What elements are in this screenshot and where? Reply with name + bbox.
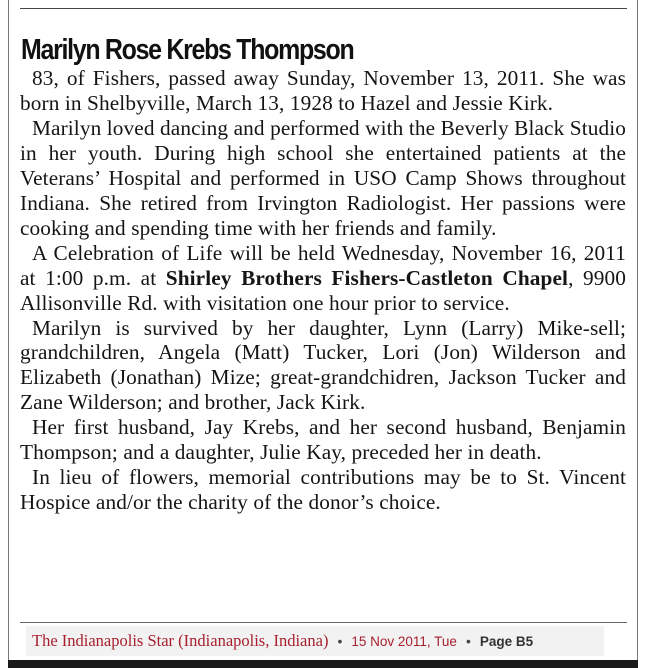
separator-dot: • bbox=[465, 633, 471, 649]
paragraph-2: Marilyn loved dancing and performed with the Beverly Black Studio in her youth. During high school she entertained patients at the Veterans’ Hospital and performed in USO Camp Shows throughout Indiana. She retired from Irvington Radiologist. Her passions were cooking and spending time with her friends and family. bbox=[20, 115, 626, 240]
obituary-body bbox=[20, 66, 626, 515]
newspaper-source-link[interactable]: The Indianapolis Star (Indianapolis, Indiana) bbox=[32, 631, 329, 650]
bottom-bar bbox=[8, 660, 638, 668]
service-details: A Celebration of Life will be held Wednesday, November 16, 2011 at 1:00 p.m. at bbox=[20, 240, 626, 290]
paragraph-1: 83, of Fishers, passed away Sunday, November 13, 2011. She was born in Shelbyville, March 13, 1928 to Hazel and Jessie Kirk. bbox=[20, 66, 626, 115]
separator-dot: • bbox=[337, 633, 343, 649]
newspaper-clipping bbox=[8, 0, 638, 660]
page-number[interactable]: Page B5 bbox=[479, 633, 534, 649]
paragraph-4: Marilyn is survived by her daughter, Lynn (Larry) Mike-sell; grandchildren, Angela (Matt) Tucker, Lori (Jon) Wilderson and Elizabeth (Jonathan) Mize; great-grandchidren, Jackson Tucker and Zane Wilderson; and brother, Jack Kirk. bbox=[20, 315, 626, 415]
top-rule bbox=[20, 8, 627, 9]
paragraph-5: Her first husband, Jay Krebs, and her second husband, Benjamin Thompson; and a daughter, Julie Kay, preceded her in death. bbox=[20, 415, 626, 465]
service-address: , 9900 Allisonville Rd. with visitation one hour prior to service. bbox=[20, 265, 627, 315]
venue-name: Shirley Brothers Fishers-Castleton Chapel bbox=[165, 265, 569, 290]
footer-rule bbox=[20, 622, 627, 623]
obituary-headline: Marilyn Rose Krebs Thompson bbox=[21, 34, 354, 66]
publication-date[interactable]: 15 Nov 2011, Tue bbox=[351, 633, 457, 649]
paragraph-3 bbox=[20, 241, 626, 316]
paragraph-6: In lieu of flowers, memorial contributions may be to St. Vincent Hospice and/or the charity of the donor’s choice. bbox=[20, 465, 626, 515]
citation-footer bbox=[26, 626, 604, 656]
